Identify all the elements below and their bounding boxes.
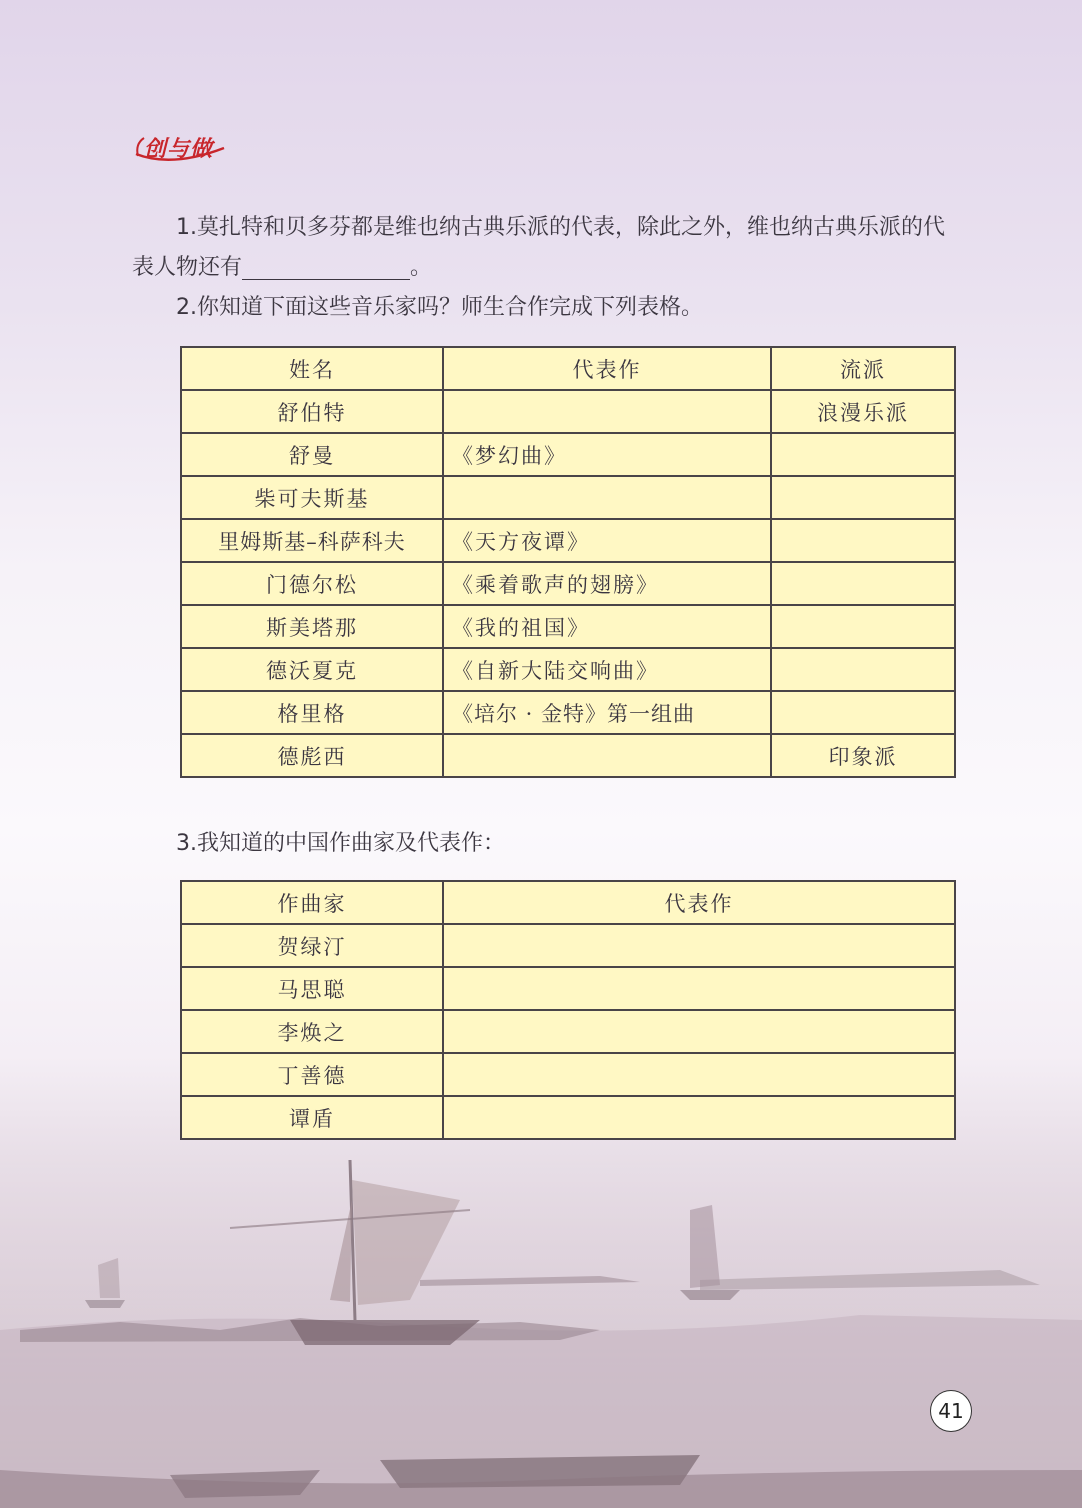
works-cell[interactable] [443,1096,955,1139]
question-1-text: 1.莫扎特和贝多芬都是维也纳古典乐派的代表，除此之外，维也纳古典乐派的代表人物还有 [132,215,945,280]
table-row [181,924,955,967]
school-cell: 印象派 [771,734,955,777]
composer-name: 里姆斯基–科萨科夫 [181,519,443,562]
works-cell[interactable] [443,1010,955,1053]
works-cell[interactable] [443,1053,955,1096]
table-row [181,476,955,519]
table-row [181,691,955,734]
composer-name: 柴可夫斯基 [181,476,443,519]
header-works: 代表作 [443,881,955,924]
table-row [181,1010,955,1053]
composer-name: 李焕之 [181,1010,443,1053]
table-row [181,433,955,476]
composer-name: 格里格 [181,691,443,734]
table-row [181,605,955,648]
header-composer: 作曲家 [181,881,443,924]
section-badge-label: 创与做 [144,136,214,162]
school-cell[interactable] [771,519,955,562]
table-header-row [181,347,955,390]
composer-name: 德彪西 [181,734,443,777]
page-number: 41 [930,1390,972,1432]
musicians-table [180,346,956,778]
table-row [181,967,955,1010]
school-cell[interactable] [771,476,955,519]
question-3: 3.我知道的中国作曲家及代表作： [176,831,505,856]
question-1 [132,208,954,288]
composer-name: 舒曼 [181,433,443,476]
works-cell: 《乘着歌声的翅膀》 [443,562,771,605]
composer-name: 德沃夏克 [181,648,443,691]
table-row [181,519,955,562]
table-row [181,390,955,433]
works-cell[interactable] [443,924,955,967]
table-header-row [181,881,955,924]
works-cell: 《培尔 · 金特》第一组曲 [443,691,771,734]
works-cell[interactable] [443,476,771,519]
header-school: 流派 [771,347,955,390]
table-row [181,648,955,691]
question-2: 2.你知道下面这些音乐家吗？师生合作完成下列表格。 [176,295,703,320]
works-cell[interactable] [443,390,771,433]
composer-name: 门德尔松 [181,562,443,605]
works-cell: 《天方夜谭》 [443,519,771,562]
works-cell: 《我的祖国》 [443,605,771,648]
school-cell[interactable] [771,433,955,476]
school-cell[interactable] [771,605,955,648]
section-badge [132,128,228,168]
works-cell[interactable] [443,734,771,777]
composer-name: 斯美塔那 [181,605,443,648]
answer-blank[interactable] [242,253,410,280]
question-1-end: 。 [410,255,433,280]
table-row [181,734,955,777]
works-cell: 《自新大陆交响曲》 [443,648,771,691]
works-cell: 《梦幻曲》 [443,433,771,476]
header-works: 代表作 [443,347,771,390]
table-row [181,1096,955,1139]
composer-name: 马思聪 [181,967,443,1010]
school-cell[interactable] [771,648,955,691]
table-row [181,562,955,605]
works-cell[interactable] [443,967,955,1010]
composer-name: 舒伯特 [181,390,443,433]
school-cell[interactable] [771,562,955,605]
composer-name: 贺绿汀 [181,924,443,967]
school-cell: 浪漫乐派 [771,390,955,433]
chinese-composers-table [180,880,956,1140]
composer-name: 谭盾 [181,1096,443,1139]
composer-name: 丁善德 [181,1053,443,1096]
school-cell[interactable] [771,691,955,734]
table-row [181,1053,955,1096]
header-name: 姓名 [181,347,443,390]
